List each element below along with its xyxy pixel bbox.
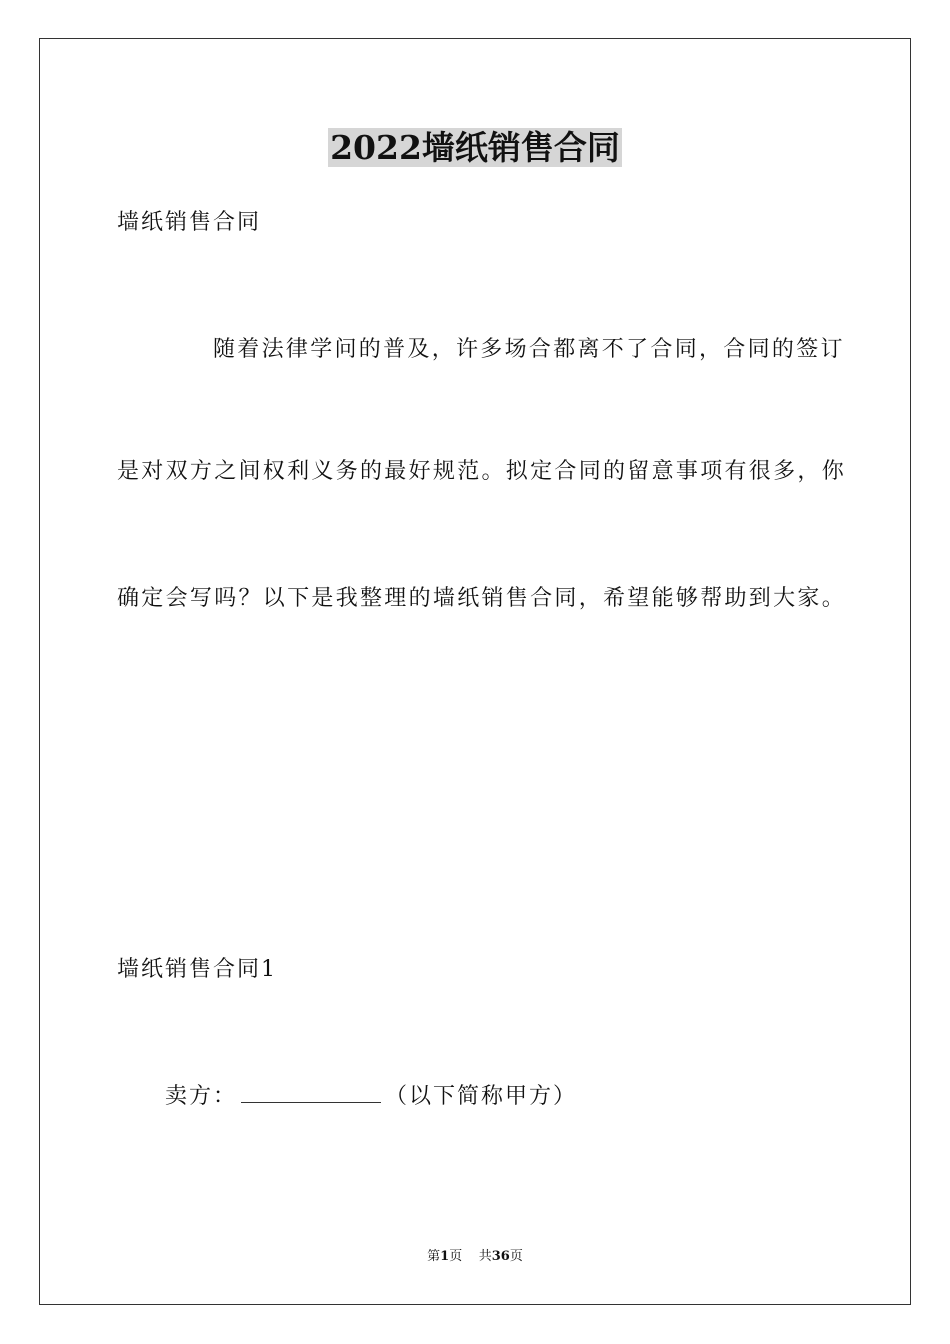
footer-page-prefix: 第	[427, 1249, 441, 1264]
seller-suffix: （以下简称甲方）	[385, 1084, 578, 1109]
seller-name-blank	[241, 1080, 381, 1103]
intro-line-2: 是对双方之间权利义务的最好规范。拟定合同的留意事项有很多，你	[117, 459, 847, 484]
page-footer	[0, 1248, 950, 1266]
footer-page-number: 1	[440, 1249, 450, 1264]
seller-label: 卖方：	[165, 1084, 238, 1109]
seller-line	[165, 1080, 577, 1112]
footer-total-suffix: 页	[509, 1249, 523, 1264]
document-title	[0, 127, 950, 169]
footer-total-pages: 36	[491, 1249, 510, 1264]
intro-line-1: 随着法律学问的普及，许多场合都离不了合同，合同的签订	[213, 337, 845, 362]
intro-line-3: 确定会写吗？以下是我整理的墙纸销售合同，希望能够帮助到大家。	[117, 586, 847, 611]
footer-total-prefix: 共	[478, 1249, 492, 1264]
section-heading: 墙纸销售合同1	[117, 957, 277, 982]
footer-page-suffix: 页	[449, 1249, 463, 1264]
document-title-text: 2022墙纸销售合同	[330, 128, 620, 167]
document-subtitle: 墙纸销售合同	[117, 210, 262, 235]
